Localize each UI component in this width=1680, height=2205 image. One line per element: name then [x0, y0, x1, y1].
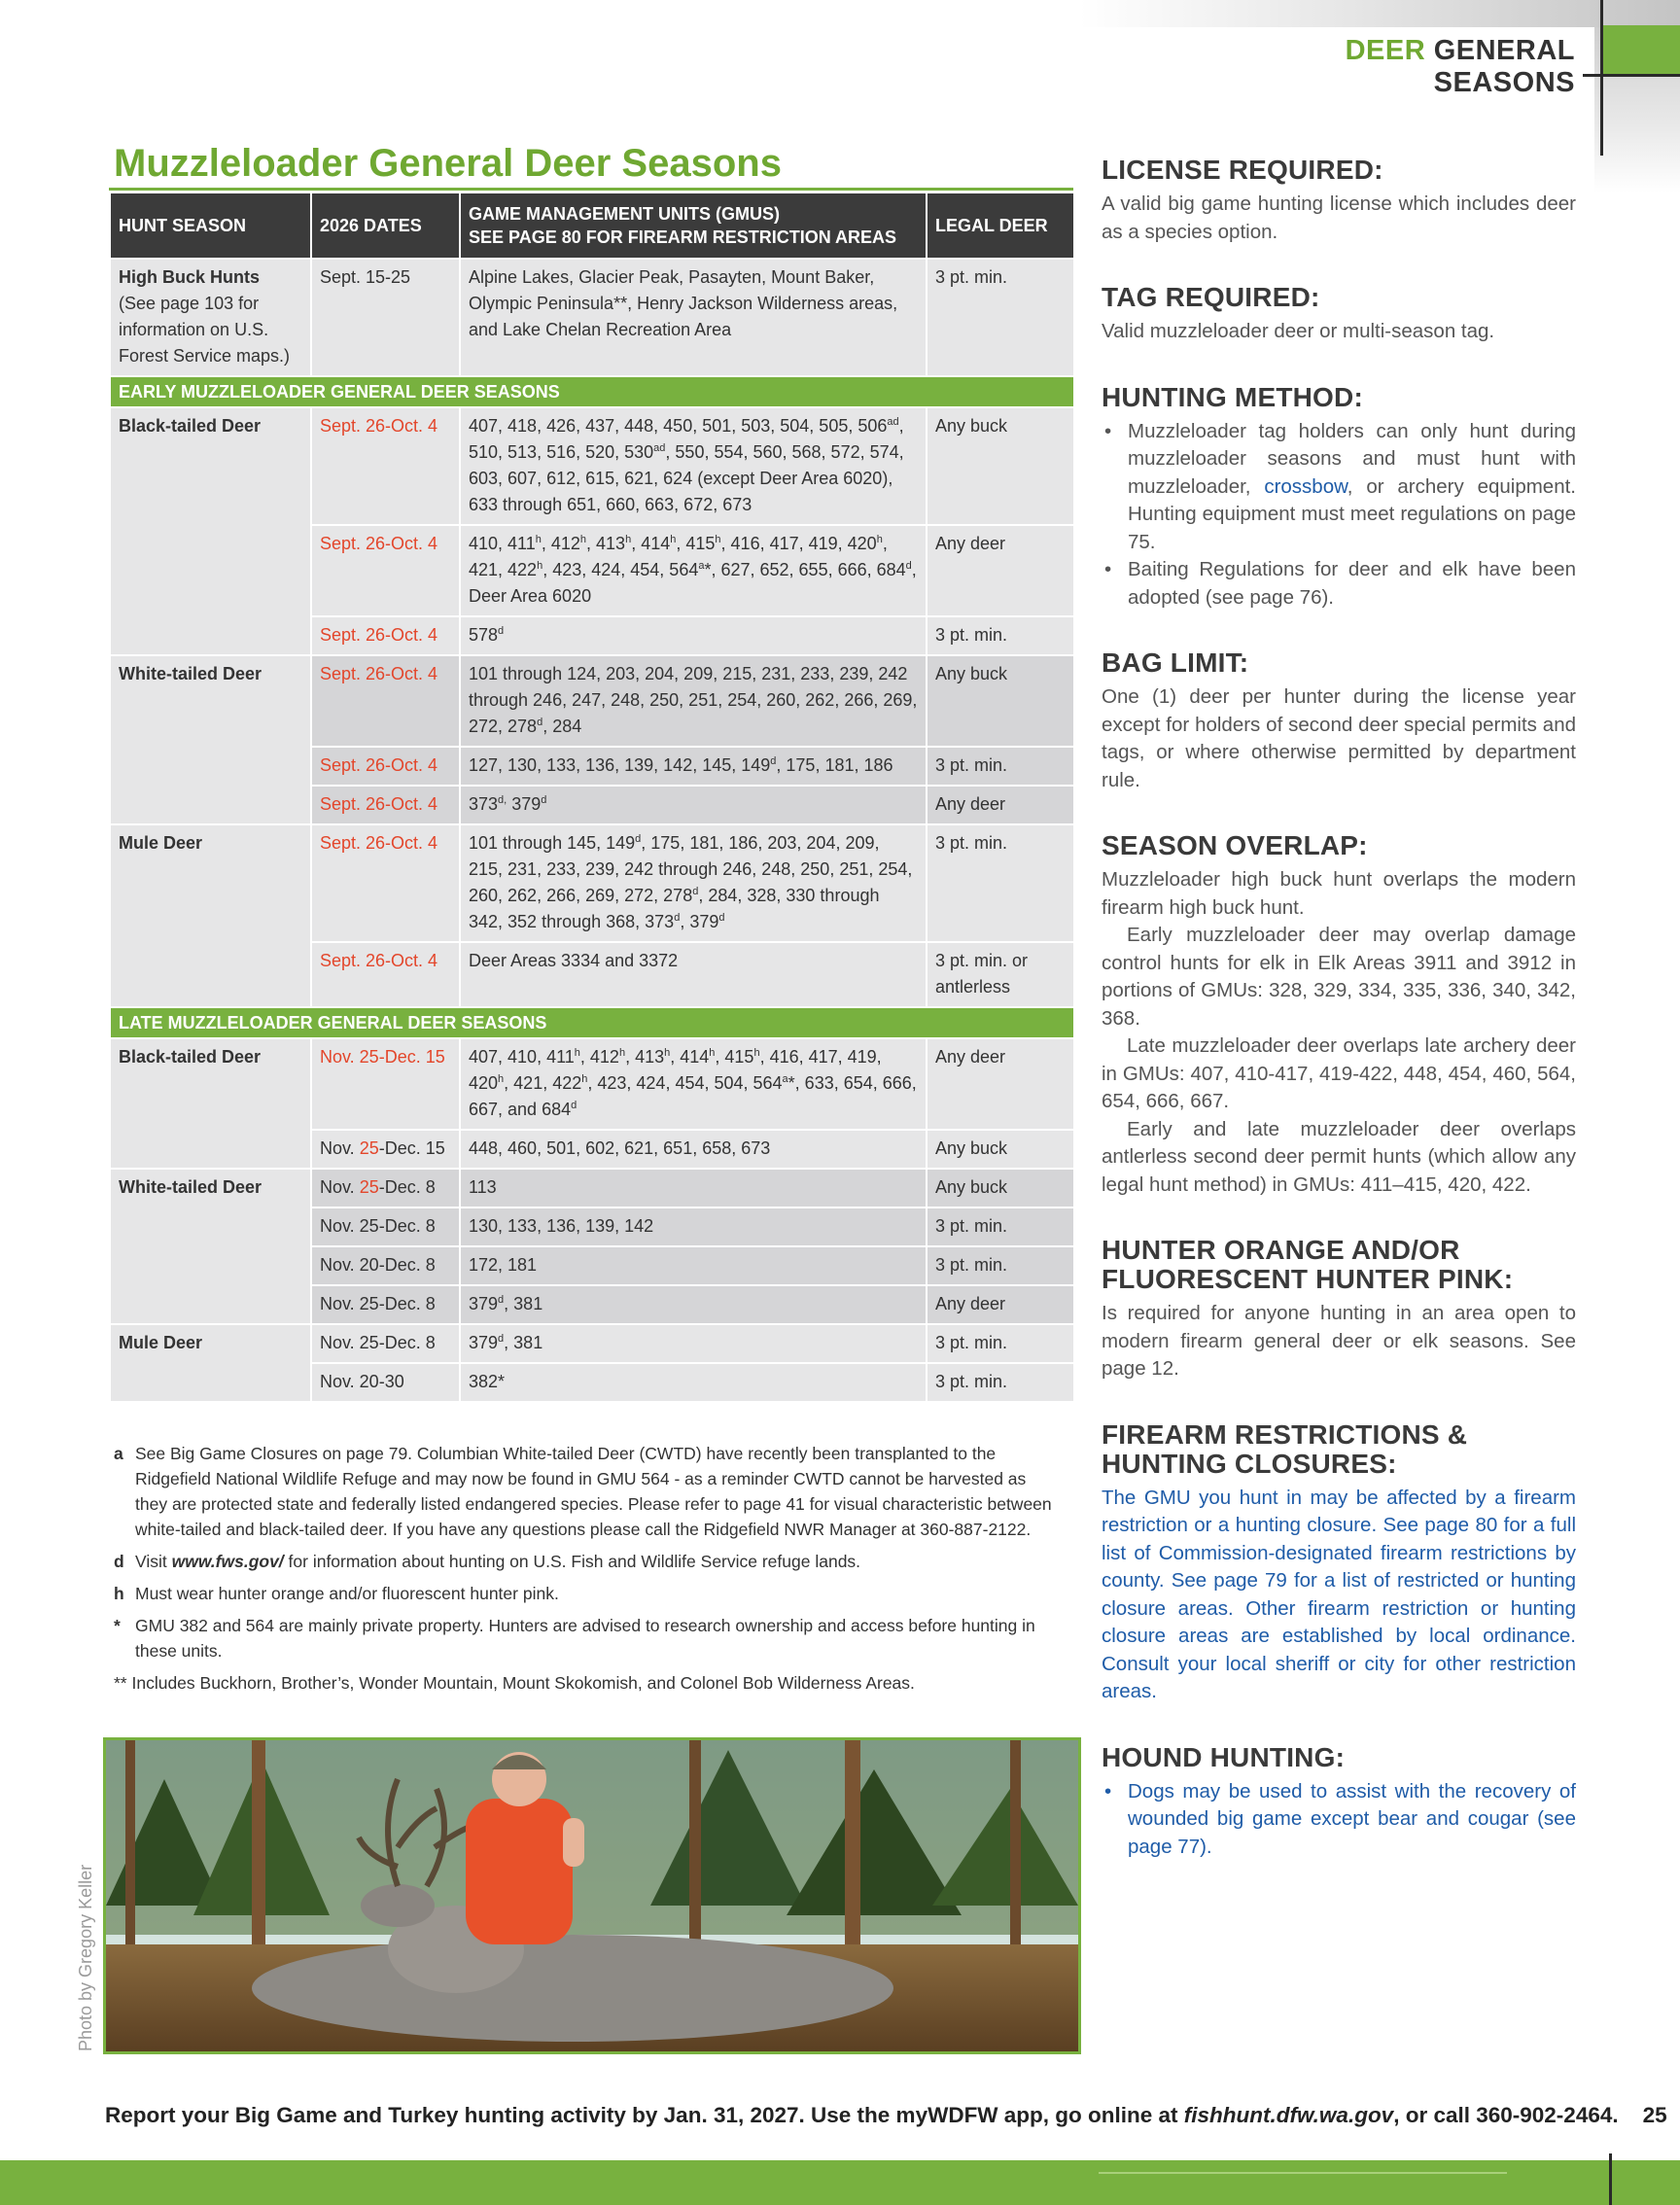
footer-accent-line [1099, 2172, 1507, 2174]
legal-cell: Any buck [927, 407, 1074, 525]
footnote-double-star [114, 1670, 1062, 1696]
dates-part: Nov. [320, 1138, 360, 1158]
section-title: FIREARM RESTRICTIONS & HUNTING CLOSURES: [1102, 1418, 1468, 1479]
method-text: Muzzleloader tag holders can only hunt during muzzleloader seasons and must hunt with muzzleloader, [1128, 419, 1576, 498]
table-row [110, 1169, 1074, 1208]
hound-list [1102, 1778, 1576, 1862]
dates-cell: Nov. 20-Dec. 8 [311, 1246, 460, 1285]
overlap-section [1102, 831, 1576, 1199]
list-item: • Baiting Regulations for deer and elk have been adopted (see page 76). [1102, 556, 1576, 612]
footnote-pre: Visit [135, 1552, 172, 1571]
gmus-cell: 578$^d$ [460, 616, 927, 655]
dates-cell: Nov. 25-Dec. 8 [311, 1208, 460, 1246]
footnote-text: Must wear hunter orange and/or fluorescent hunter pink. [135, 1584, 559, 1603]
footnote-h [114, 1581, 1062, 1606]
footnote-mark: d [114, 1552, 124, 1571]
legal-cell: 3 pt. min. [927, 1363, 1074, 1402]
season-table [109, 192, 1075, 1403]
dates-cell: Sept. 26-Oct. 4 [311, 747, 460, 786]
legal-cell: 3 pt. min. [927, 1324, 1074, 1363]
section-text: Is required for anyone hunting in an area open to modern firearm general deer or elk seasons. See page 12. [1102, 1302, 1576, 1380]
footnote-text: See Big Game Closures on page 79. Columbian White-tailed Deer (CWTD) have recently been transplanted to the Ridgefield National Wildlife Refuge and may now be found in GMU 564 - as a reminder CWTD cannot be harvested as they are protected state and federally listed endangered species. Please refer to page 41 for visual characteristic between white-tailed and black-tailed deer. If you have any questions please call the Ridgefield NWR Manager at 360-887-2122. [135, 1444, 1052, 1539]
legal-cell: Any buck [927, 655, 1074, 747]
table-row [110, 407, 1074, 525]
hunt-season-cell: Mule Deer [110, 1324, 311, 1402]
method-list [1102, 418, 1576, 612]
dates-cell [311, 1130, 460, 1169]
section-title: LICENSE REQUIRED: [1102, 155, 1383, 185]
footer-post: , or call 360-902-2464. [1393, 2103, 1619, 2127]
section-text: The GMU you hunt in may be affected by a firearm restriction or a hunting closure. See page 80 for a full list of Commission-designated firearm restrictions by county. See page 79 for a list of restricted or hunting closure areas. Other firearm restriction or hunting closure areas are established by local ordinance. Consult your local sheriff or city for other restriction areas. [1102, 1486, 1576, 1702]
gmus-cell: 101 through 145, 149$^d$, 175, 181, 186, 203, 204, 209, 215, 231, 233, 239, 242 through 246, 248, 250, 251, 254, 260, 262, 266, 269, 272, 278$^d$, 284, 328, 330 through 342, 352 through 368, 373$^d$, 379$^d$ [460, 824, 927, 942]
dates-cell [311, 1169, 460, 1208]
dates-part: -Dec. 15 [378, 1138, 445, 1158]
section-row-late [110, 1007, 1074, 1038]
footnote-d [114, 1549, 1062, 1574]
hunt-note: (See page 103 for information on U.S. Forest Service maps.) [119, 294, 291, 366]
col-header-legal: LEGAL DEER [927, 192, 1074, 259]
footer-text [105, 2103, 1667, 2128]
table-row [110, 1038, 1074, 1130]
dates-cell: Sept. 26-Oct. 4 [311, 525, 460, 616]
gmu-header-line2: SEE PAGE 80 FOR FIREARM RESTRICTION AREAS [469, 228, 897, 247]
dates-cell: Sept. 26-Oct. 4 [311, 942, 460, 1007]
gmus-cell: 101 through 124, 203, 204, 209, 215, 231, 233, 239, 242 through 246, 247, 248, 250, 251, 254, 260, 262, 266, 269, 272, 278$^d$, 284 [460, 655, 927, 747]
section-title: HUNTER ORANGE AND/OR FLUORESCENT HUNTER PINK: [1102, 1235, 1514, 1294]
footnote-star [114, 1613, 1062, 1663]
orange-section [1102, 1236, 1576, 1383]
hunt-season-cell: White-tailed Deer [110, 1169, 311, 1324]
list-item [1102, 418, 1576, 557]
legal-cell: 3 pt. min. [927, 1246, 1074, 1285]
dates-cell: Nov. 25-Dec. 15 [311, 1038, 460, 1130]
section-title: TAG REQUIRED: [1102, 282, 1320, 312]
section-title: HUNTING METHOD: [1102, 381, 1363, 412]
gmus-cell: $373^{d,}$ 379$^d$ [460, 786, 927, 824]
hunt-season-cell: Black-tailed Deer [110, 407, 311, 655]
footnote-mark: a [114, 1444, 123, 1463]
gmus-cell: Alpine Lakes, Glacier Peak, Pasayten, Mount Baker, Olympic Peninsula**, Henry Jackson Wilderness areas, and Lake Chelan Recreation Area [460, 259, 927, 376]
footnote-mark: * [114, 1616, 121, 1635]
firearm-section [1102, 1420, 1576, 1706]
crossbow-link[interactable]: crossbow [1264, 474, 1348, 498]
fws-link[interactable]: www.fws.gov/ [171, 1552, 284, 1571]
footnote-text: GMU 382 and 564 are mainly private property. Hunters are advised to research ownership and access before hunting in these units. [135, 1616, 1035, 1661]
method-text: , or archery equipment. Hunting equipment must meet regulations on page 75. [1128, 474, 1577, 553]
gmus-cell: 172, 181 [460, 1246, 927, 1285]
section-text: Valid muzzleloader deer or multi-season tag. [1102, 320, 1495, 342]
fishhunt-link[interactable]: fishhunt.dfw.wa.gov [1183, 2103, 1394, 2127]
table-row [110, 824, 1074, 942]
hunt-season-cell: White-tailed Deer [110, 655, 311, 824]
list-item: • Dogs may be used to assist with the recovery of wounded big game except bear and cougar (see page 77). [1102, 1778, 1576, 1862]
bag-section [1102, 648, 1576, 794]
legal-cell: 3 pt. min. [927, 824, 1074, 942]
gmus-cell: 379$^d$, 381 [460, 1324, 927, 1363]
gmus-cell: 448, 460, 501, 602, 621, 651, 658, 673 [460, 1130, 927, 1169]
legal-cell: Any deer [927, 786, 1074, 824]
hunter-deer-photo [103, 1737, 1081, 2054]
col-header-gmus [460, 192, 927, 259]
header-green-block [1602, 25, 1680, 76]
footnote-mark: h [114, 1584, 124, 1603]
footnote-text: ** Includes Buckhorn, Brother’s, Wonder Mountain, Mount Skokomish, and Colonel Bob Wilderness Areas. [114, 1673, 915, 1693]
gmus-cell: 382* [460, 1363, 927, 1402]
gmus-cell: 379$^d$, 381 [460, 1285, 927, 1324]
footnote-a [114, 1441, 1062, 1542]
dates-cell: Sept. 26-Oct. 4 [311, 407, 460, 525]
table-row [110, 1324, 1074, 1363]
dates-cell: Nov. 25-Dec. 8 [311, 1285, 460, 1324]
gmus-cell: 410, 411$^h$, 412$^h$, 413$^h$, 414$^h$, 415$^h$, 416, 417, 419, 420$^h$, 421, 422$^h$, 423, 424, 454, 564$^a$*, 627, 652, 655, 666, 684$^d$, Deer Area 6020 [460, 525, 927, 616]
header-title-accent: DEER [1345, 35, 1426, 66]
section-text: Muzzleloader high buck hunt overlaps the modern firearm high buck hunt. [1102, 868, 1576, 919]
section-heading: EARLY MUZZLELOADER GENERAL DEER SEASONS [110, 376, 1074, 407]
dates-part-highlight: 25 [359, 1138, 379, 1158]
legal-cell: 3 pt. min. [927, 747, 1074, 786]
gmus-cell: 407, 418, 426, 437, 448, 450, 501, 503, 504, 505, $506^{ad}$, 510, 513, 516, 520, $530^{ad}$, 550, 554, 560, 568, 572, 574, 603, 607, 612, 615, 621, 624 (except Deer Area 6020), 633 through 651, 660, 663, 672, 673 [460, 407, 927, 525]
legal-cell: 3 pt. min. [927, 1208, 1074, 1246]
footnote-post: for information about hunting on U.S. Fish and Wildlife Service refuge lands. [283, 1552, 861, 1571]
legal-cell: Any deer [927, 1038, 1074, 1130]
section-text: One (1) deer per hunter during the license year except for holders of second deer special permits and tags, or where otherwise permitted by department rule. [1102, 685, 1576, 791]
license-section [1102, 156, 1576, 246]
legal-cell: Any buck [927, 1169, 1074, 1208]
page-number: 25 [1642, 2103, 1667, 2127]
dates-cell: Nov. 25-Dec. 8 [311, 1324, 460, 1363]
dates-cell: Sept. 26-Oct. 4 [311, 655, 460, 747]
hunt-season-cell: Mule Deer [110, 824, 311, 1007]
gmus-cell: 407, 410, 411$^h$, 412$^h$, 413$^h$, 414$^h$, 415$^h$, 416, 417, 419, 420$^h$, 421, 422$^h$, 423, 424, 454, 504, 564$^a$*, 633, 654, 666, 667, and 684$^d$ [460, 1038, 927, 1130]
hunt-season-cell: Black-tailed Deer [110, 1038, 311, 1169]
dates-cell: Sept. 15-25 [311, 259, 460, 376]
page-title: Muzzleloader General Deer Seasons [114, 142, 782, 185]
legal-cell: 3 pt. min. [927, 259, 1074, 376]
section-text: A valid big game hunting license which includes deer as a species option. [1102, 192, 1576, 243]
legal-cell: 3 pt. min. [927, 616, 1074, 655]
gmus-cell: Deer Areas 3334 and 3372 [460, 942, 927, 1007]
dates-part-highlight: 25 [359, 1177, 379, 1197]
footer-vertical-rule [1609, 2153, 1612, 2205]
hunt-name: High Buck Hunts [119, 267, 261, 287]
dates-cell: Sept. 26-Oct. 4 [311, 786, 460, 824]
table-row [110, 259, 1074, 376]
dates-part: -Dec. 8 [378, 1177, 436, 1197]
dates-cell: Sept. 26-Oct. 4 [311, 824, 460, 942]
legal-cell: Any buck [927, 1130, 1074, 1169]
dates-cell: Nov. 20-30 [311, 1363, 460, 1402]
legal-cell: Any deer [927, 1285, 1074, 1324]
gmus-cell: 127, 130, 133, 136, 139, 142, 145, 149$^d$, 175, 181, 186 [460, 747, 927, 786]
method-section [1102, 383, 1576, 612]
footnotes [114, 1441, 1062, 1702]
hound-section [1102, 1743, 1576, 1862]
photo-credit: Photo by Gregory Keller [76, 1864, 95, 2051]
hunt-season-cell [110, 259, 311, 376]
section-heading: LATE MUZZLELOADER GENERAL DEER SEASONS [110, 1007, 1074, 1038]
header-vertical-rule [1600, 0, 1603, 156]
section-header-title [1235, 35, 1575, 99]
section-text: Late muzzleloader deer overlaps late archery deer in GMUs: 407, 410-417, 419-422, 448, 454, 460, 564, 654, 666, 667. [1102, 1034, 1576, 1112]
gmu-header-line1: GAME MANAGEMENT UNITS (GMUS) [469, 204, 780, 224]
gmus-cell: 130, 133, 136, 139, 142 [460, 1208, 927, 1246]
footnote-text [135, 1549, 1062, 1574]
dates-part: Nov. [320, 1177, 360, 1197]
footer-bar [0, 2160, 1680, 2205]
sidebar-info [1102, 156, 1576, 1898]
section-title: BAG LIMIT: [1102, 648, 1249, 678]
tag-section [1102, 283, 1576, 346]
title-rule [109, 188, 1073, 191]
col-header-season: HUNT SEASON [110, 192, 311, 259]
table-row [110, 655, 1074, 747]
header-horizontal-rule [1583, 74, 1680, 77]
section-text: Early and late muzzleloader deer overlaps antlerless second deer permit hunts (which allow any legal hunt method) in GMUs: 411–415, 420, 422. [1102, 1117, 1576, 1196]
legal-cell: Any deer [927, 525, 1074, 616]
gmus-cell: 113 [460, 1169, 927, 1208]
section-title: SEASON OVERLAP: [1102, 830, 1368, 860]
dates-cell: Sept. 26-Oct. 4 [311, 616, 460, 655]
photo-illustration [106, 1740, 1078, 2051]
table-header-row [110, 192, 1074, 259]
legal-cell: 3 pt. min. or antlerless [927, 942, 1074, 1007]
col-header-dates: 2026 DATES [311, 192, 460, 259]
footer-pre: Report your Big Game and Turkey hunting activity by Jan. 31, 2027. Use the myWDFW app, go online at [105, 2103, 1184, 2127]
header-band [1079, 0, 1680, 27]
header-title-rest: GENERAL SEASONS [1433, 35, 1575, 98]
section-title: HOUND HUNTING: [1102, 1741, 1346, 1772]
section-text: Early muzzleloader deer may overlap damage control hunts for elk in Elk Areas 3911 and 3912 in portions of GMUs: 328, 329, 334, 335, 336, 340, 342, 368. [1102, 924, 1576, 1030]
section-row-early [110, 376, 1074, 407]
